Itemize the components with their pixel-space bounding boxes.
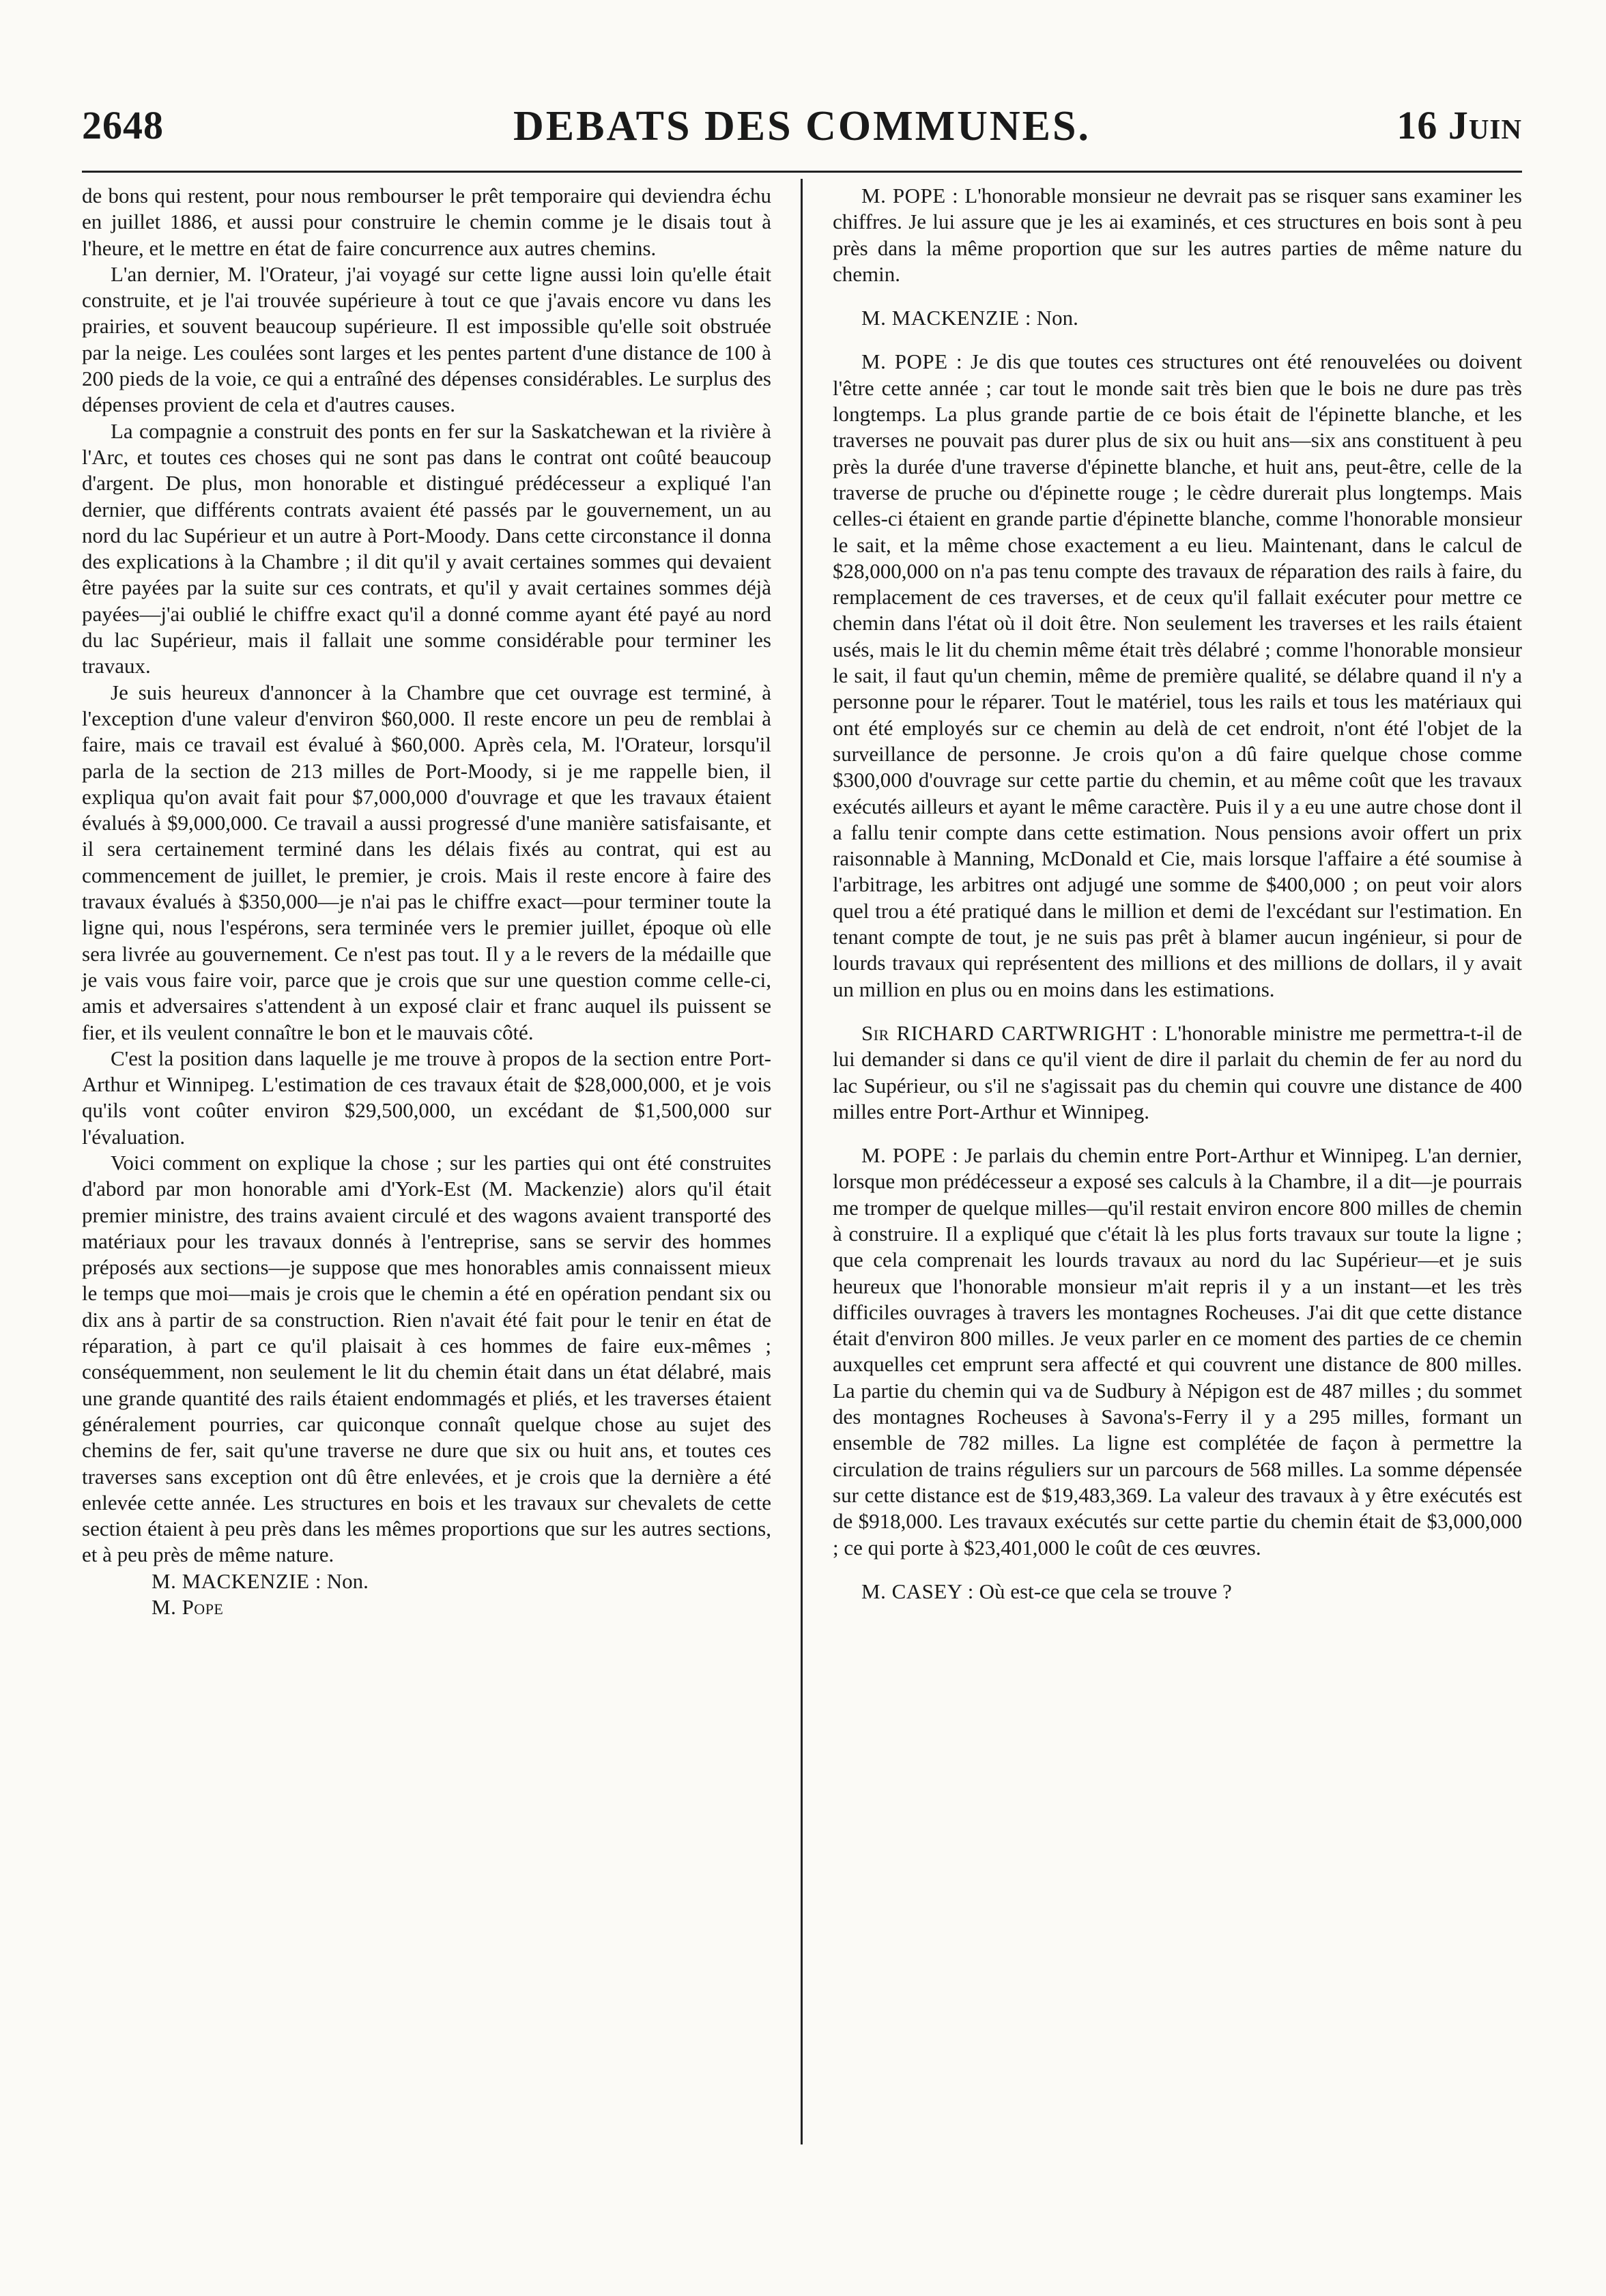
- paragraph: [82, 261, 771, 418]
- paragraph: [82, 680, 771, 1046]
- paragraph-text: de bons qui restent, pour nous rembourser le prêt temporaire qui deviendra échu en juillet 1886, et aussi pour construire le chemin comme je le disais tout à l'heure, et le mettre en état de faire concurrence aux autres chemins.: [82, 184, 771, 260]
- paragraph: [833, 1579, 1522, 1605]
- paragraph-text: La compagnie a construit des ponts en fer sur la Saskatchewan et la rivière à l'Arc, et toutes ces choses qui ne sont pas dans le contrat ont coûté beaucoup d'argent. De plus, mon honorable et distingué prédécesseur a expliqué l'an dernier, que différents contrats avaient été passés par le gouvernement, un au nord du lac Supérieur et un autre à Port-Moody. Dans cette circonstance il donna des explications à la Chambre ; il dit qu'il y avait certaines sommes qui devaient être payées par la suite sur ces contrats, et qu'il y avait certaines sommes déjà payées—j'ai oublié le chiffre exact qu'il a donné comme ayant été payé au nord du lac Supérieur, mais il fallait une somme considérable pour terminer les travaux.: [82, 418, 771, 678]
- speaker-name: M. POPE :: [861, 349, 963, 374]
- page-number: 2648: [82, 103, 164, 147]
- speaker-name: M. Pope: [152, 1595, 224, 1620]
- paragraph: [833, 183, 1522, 287]
- paragraph-text: L'honorable monsieur ne devrait pas se risquer sans examiner les chiffres. Je lui assure que je les ai examinés, et ces structures en bois sont à peu près dans la même proportion que sur les autres parties de même nature du chemin.: [833, 184, 1522, 286]
- paragraph: [82, 418, 771, 680]
- column-divider: [801, 179, 803, 2144]
- speaker-name: M. MACKENZIE :: [152, 1568, 321, 1593]
- paragraph-text: C'est la position dans laquelle je me trouve à propos de la section entre Port-Arthur et Winnipeg. L'estimation de ces travaux était de $28,000,000, et je vois qu'ils vont coûter environ $29,500,000, un excédant de $1,500,000 sur l'évaluation.: [82, 1046, 771, 1149]
- right-column: [833, 183, 1522, 1605]
- paragraph: [833, 349, 1522, 1002]
- left-column: [82, 183, 771, 1620]
- paragraph: [82, 183, 771, 261]
- speaker-name: M. CASEY :: [861, 1579, 974, 1603]
- paragraph-text: Non.: [1031, 306, 1078, 330]
- running-title: DEBATS DES COMMUNES.: [513, 103, 1091, 149]
- speaker-name: Sir RICHARD CARTWRIGHT :: [861, 1020, 1158, 1045]
- paragraph-text: L'an dernier, M. l'Orateur, j'ai voyagé sur cette ligne aussi loin qu'elle était construite, et je l'ai trouvée supérieure à tout ce que j'avais encore vu dans les prairies, et souvent beaucoup supérieure. Il est impossible qu'elle soit obstruée par la neige. Les coulées sont larges et les pentes partent d'une distance de 100 à 200 pieds de la voie, ce qui a entraîné des dépenses considérables. Le surplus des dépenses provient de cela et d'autres causes.: [82, 261, 771, 417]
- paragraph: [833, 305, 1522, 331]
- paragraph-text: Non.: [321, 1568, 369, 1593]
- paragraph: [833, 1020, 1522, 1125]
- paragraph: [82, 1150, 771, 1568]
- paragraph-text: Voici comment on explique la chose ; sur les parties qui ont été construites d'abord par mon honorable ami d'York-Est (M. Mackenzie) alors qu'il était premier ministre, des trains avaient circulé et des wagons avaient transporté des matériaux pour les travaux donnés à l'entreprise, sans se servir des hommes préposés aux sections—je suppose que mes honorables amis connaissent mieux le temps que moi—mais je crois que le chemin a été en opération pendant six ou dix ans à partir de sa construction. Rien n'avait été fait pour le tenir en état de réparation, à part ce qu'il plaisait à ces hommes de faire eux-mêmes ; conséquemment, non seulement le lit du chemin était dans un état délabré, mais une grande quantité des rails étaient endommagés et pliés, et les traverses étaient généralement pourries, car quiconque connaît quelque chose au sujet des chemins de fer, sait qu'une traverse ne dure que six ou huit ans, et toutes ces traverses sans exception ont dû être enlevées, et je crois que la dernière a été enlevée cette année. Les structures en bois et les travaux sur chevalets de cette section étaient à peu près dans les mêmes proportions que sur les autres sections, et à peu près de même nature.: [82, 1150, 771, 1567]
- header-date: 16 Juin: [1396, 103, 1522, 147]
- paragraph-text: Je parlais du chemin entre Port-Arthur et Winnipeg. L'an dernier, lorsque mon prédécesseur a exposé ses calculs à la Chambre, il a dit—je pourrais me tromper de quelque milles—qu'il restait environ encore 800 milles de chemin à construire. Il a expliqué que c'était là les plus forts travaux sur toute la ligne ; que cela comprenait les lourds travaux au nord du lac Supérieur—et je suis heureux que l'honorable monsieur m'ait repris il y a un instant—et les très difficiles ouvrages à travers les montagnes Rocheuses. J'ai dit que cette distance était d'environ 800 milles. Je veux parler en ce moment des parties de ce chemin auxquelles cet emprunt sera affecté et qui couvrent une distance de 800 milles. La partie du chemin qui va de Sudbury à Népigon est de 487 milles ; du sommet des montagnes Rocheuses à Savona's-Ferry il y a 295 milles, formant un ensemble de 782 milles. La ligne est complétée de façon à permettre la circulation de trains réguliers sur un parcours de 568 milles. La somme dépensée sur cette distance est de $19,483,369. La valeur des travaux à y être exécutés est de $918,000. Les travaux exécutés sur cette partie du chemin était de $3,000,000 ; ce qui porte à $23,401,000 le coût de ces œuvres.: [833, 1143, 1522, 1560]
- speaker-name: M. POPE :: [861, 184, 959, 207]
- page: [82, 102, 1522, 2205]
- page-header: [82, 102, 1522, 164]
- paragraph-text: Je dis que toutes ces structures ont été renouvelées ou doivent l'être cette année ; car tout le monde sait très bien que le bois ne dure pas très longtemps. La plus grande partie de ce bois était de l'épinette blanche, et les traverses ne pouvait pas durer plus de six ou huit ans—six ans constituent à peu près la durée d'une traverse d'épinette blanche, et huit ans, peut-être, celle de la traverse de pruche ou d'épinette rouge ; le cèdre durerait plus longtemps. Mais celles-ci étaient en grande partie d'épinette blanche, comme l'honorable monsieur le sait, et la même chose exactement a eu lieu. Maintenant, dans le calcul de $28,000,000 on n'a pas tenu compte des travaux de réparation des rails à faire, du remplacement de ces traverses, et de ceux qu'il fallait exécuter pour mettre ce chemin dans l'état où il doit être. Non seulement les traverses et les rails étaient usés, mais le lit du chemin même était très délabré ; comme l'honorable monsieur le sait, il faut qu'un chemin, même de première qualité, se délabre quand il n'y a personne pour le réparer. Tout le matériel, tous les rails et tous les matériaux qui ont été employés sur ce chemin au delà de cet endroit, n'ont été l'objet de la surveillance de personne. Je crois qu'on a dû faire quelque chose comme $300,000 d'ouvrage sur cette partie du chemin, et au même coût que les travaux exécutés ailleurs et ayant le même caractère. Puis il y a eu une autre chose dont il a fallu tenir compte dans cette estimation. Nous pensions avoir offert un prix raisonnable à Manning, McDonald et Cie, mais lorsque l'affaire a été soumise à l'arbitrage, les arbitres ont adjugé une somme de $400,000 ; on peut voir alors quel trou a été pratiqué dans le million et demi de l'excédant sur l'estimation. En tenant compte de tout, je ne suis pas prêt à blamer aucun ingénieur, si pour de lourds travaux qui représentent des millions et des millions de dollars, il y avait un million en plus ou en moins dans les estimations.: [833, 349, 1522, 1001]
- header-rule: [82, 171, 1522, 173]
- paragraph: [82, 1046, 771, 1150]
- speaker-name: M. MACKENZIE :: [861, 306, 1031, 330]
- paragraph-text: Je suis heureux d'annoncer à la Chambre que cet ouvrage est terminé, à l'exception d'une valeur d'environ $60,000. Il reste encore un peu de remblai à faire, mais ce travail est évalué à $60,000. Après cela, M. l'Orateur, lorsqu'il parla de la section de 213 milles de Port-Moody, si je me rappelle bien, il expliqua qu'on avait fait pour $7,000,000 d'ouvrage et que les travaux étaient évalués à $9,000,000. Ce travail a aussi progressé d'une manière satisfaisante, et il sera certainement terminé dans les délais fixés au contrat, qui est au commencement de juillet, le premier, je crois. Mais il reste encore à faire des travaux évalués à $350,000—je n'ai pas le chiffre exact—pour terminer toute la ligne qui, nous l'espérons, sera terminée vers le premier juillet, époque où elle sera livrée au gouvernement. Ce n'est pas tout. Il y a le revers de la médaille que je vais vous faire voir, parce que je crois que sur une question comme celle-ci, amis et adversaires s'attendent à un exposé clair et franc auquel ils puissent se fier, et ils veulent connaître le bon et le mauvais côté.: [82, 680, 771, 1044]
- paragraph: [82, 1568, 771, 1594]
- speaker-name: M. POPE :: [861, 1143, 959, 1168]
- paragraph-text: L'honorable ministre me permettra-t-il de lui demander si dans ce qu'il vient de dire il parlait du chemin de fer au nord du lac Supérieur, ou s'il ne s'agissait pas du chemin qui couvre une distance de 400 milles entre Port-Arthur et Winnipeg.: [833, 1020, 1523, 1123]
- paragraph: [833, 1143, 1522, 1561]
- paragraph-text: Où est-ce que cela se trouve ?: [973, 1579, 1232, 1603]
- paragraph: [82, 1594, 771, 1620]
